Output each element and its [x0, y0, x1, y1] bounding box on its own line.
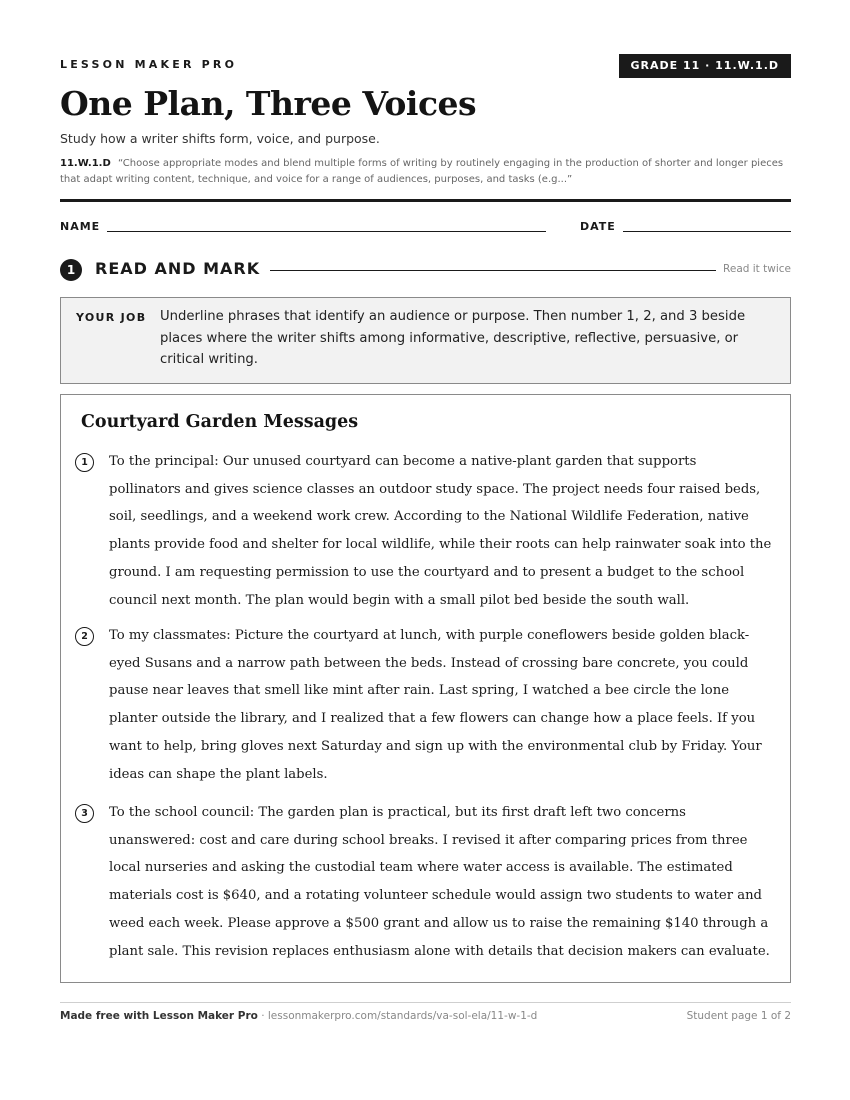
section-note: Read it twice: [723, 263, 791, 275]
standard-statement: [60, 156, 791, 188]
reading-passage: [60, 394, 791, 983]
paragraph-text: To the principal: Our unused courtyard can become a native-plant garden that supports pollinators and gives science classes an outdoor study space. The project needs four raised beds, soil, seedlings, and a weekend work crew. According to the National Wildlife Federation, native plants provide food and shelter for local wildlife, while their roots can help rainwater soak into the ground. I am requesting permission to use the courtyard and to present a budget to the school council next month. The plan would begin with a small pilot bed beside the south wall.: [109, 454, 772, 608]
paragraph-text: To my classmates: Picture the courtyard at lunch, with purple coneflowers beside golden black-eyed Susans and a narrow path between the beds. Instead of crossing bare concrete, you could pause near leaves that smell like mint after rain. Last spring, I watched a bee circle the lone planter outside the library, and I realized that a few flowers can change how a place feels. If you want to help, bring gloves next Saturday and sign up with the environmental club by Friday. Your ideas can shape the plant labels.: [109, 628, 762, 782]
footer-url: · lessonmakerpro.com/standards/va-sol-ela/11-w-1-d: [257, 1010, 538, 1022]
standard-text: “Choose appropriate modes and blend multiple forms of writing by routinely engaging in the production of shorter and longer pieces that adapt writing content, technique, and voice for a range of audiences, purposes, and tasks (e.g...”: [60, 158, 784, 185]
date-label: DATE: [580, 220, 616, 233]
standard-code: 11.W.1.D: [60, 158, 111, 169]
paragraph-number-marker: 2: [75, 627, 94, 646]
date-field[interactable]: [623, 231, 791, 232]
passage-title: Courtyard Garden Messages: [81, 412, 359, 432]
instructions-label: YOUR JOB: [76, 311, 147, 324]
instructions-box: [60, 297, 791, 384]
page-title: One Plan, Three Voices: [60, 84, 477, 123]
footer-divider: [60, 1002, 791, 1003]
paragraph-text: To the school council: The garden plan is practical, but its first draft left two concerns unanswered: cost and care during school breaks. I revised it after comparing prices from three local nurseries and asking the custodial team where water access is available. The estimated materials cost is $640, and a rotating volunteer schedule would assign two students to water and weed each week. Please approve a $500 grant and allow us to raise the remaining $140 through a plant sale. This revision replaces enthusiasm alone with details that decision makers can evaluate.: [109, 805, 770, 959]
name-field[interactable]: [107, 231, 546, 232]
header-divider: [60, 199, 791, 202]
page-subtitle: Study how a writer shifts form, voice, and purpose.: [60, 131, 380, 146]
name-label: NAME: [60, 220, 101, 233]
footer-credit: [60, 1010, 537, 1022]
footer-page-number: Student page 1 of 2: [686, 1010, 791, 1022]
section-number-badge: 1: [60, 259, 82, 281]
footer-made-with: Made free with Lesson Maker Pro: [60, 1010, 258, 1022]
grade-badge: GRADE 11 · 11.W.1.D: [619, 54, 792, 78]
section-divider: [270, 270, 716, 271]
paragraph-number-marker: 3: [75, 804, 94, 823]
paragraph-number-marker: 1: [75, 453, 94, 472]
brand-name: LESSON MAKER PRO: [60, 58, 238, 71]
instructions-text: Underline phrases that identify an audience or purpose. Then number 1, 2, and 3 beside places where the writer shifts among informative, descriptive, reflective, persuasive, or critical writing.: [160, 309, 746, 367]
section-title: READ AND MARK: [95, 259, 261, 278]
